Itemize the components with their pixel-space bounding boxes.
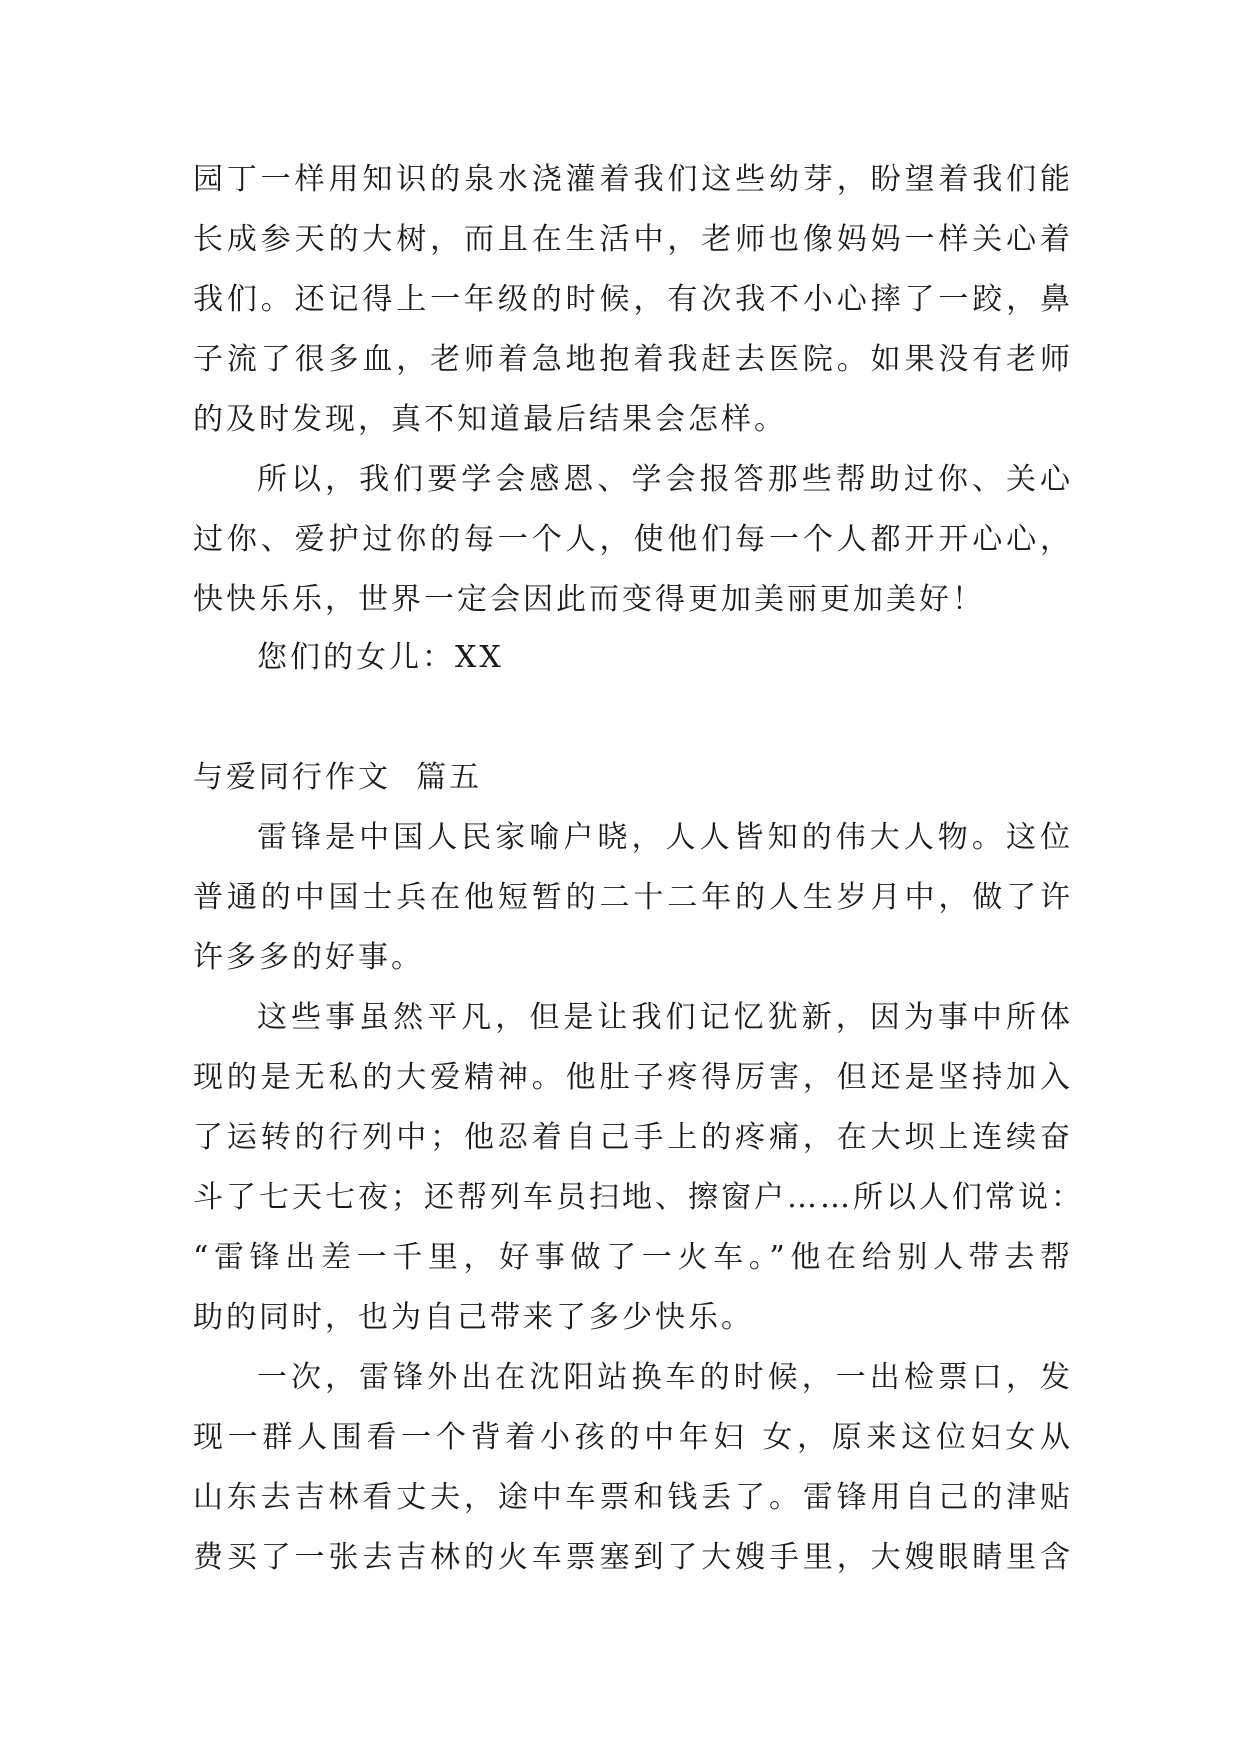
paragraph-line: 费买了一张去吉林的火车票塞到了大嫂手里，大嫂眼睛里含: [193, 1540, 1073, 1575]
paragraph-line: 子流了很多血，老师着急地抱着我赶去医院。如果没有老师: [193, 342, 1073, 377]
paragraph-line: 过你、爱护过你的每一个人，使他们每一个人都开开心心，: [193, 522, 1073, 557]
paragraph-line: 助的同时，也为自己带来了多少快乐。: [193, 1300, 754, 1335]
paragraph-line: 现的是无私的大爱精神。他肚子疼得厉害，但还是坚持加入: [193, 1060, 1073, 1095]
signature: 您们的女儿：XX: [257, 640, 504, 675]
section-title: 与爱同行作文 篇五: [193, 760, 483, 795]
paragraph-line: 了运转的行列中；他忍着自己手上的疼痛，在大坝上连续奋: [193, 1120, 1073, 1155]
paragraph-line: 的及时发现，真不知道最后结果会怎样。: [193, 402, 787, 437]
paragraph-line: 普通的中国士兵在他短暂的二十二年的人生岁月中，做了许: [193, 880, 1073, 915]
paragraph-line: 我们。还记得上一年级的时候，有次我不小心摔了一跤，鼻: [193, 282, 1073, 317]
paragraph-line: 长成参天的大树，而且在生活中，老师也像妈妈一样关心着: [193, 222, 1073, 257]
paragraph-line: 园丁一样用知识的泉水浇灌着我们这些幼芽，盼望着我们能: [193, 162, 1073, 197]
paragraph-line: 一次，雷锋外出在沈阳站换车的时候，一出检票口，发: [257, 1360, 1073, 1395]
paragraph-line: 山东去吉林看丈夫，途中车票和钱丢了。雷锋用自己的津贴: [193, 1480, 1073, 1515]
paragraph-line: 所以，我们要学会感恩、学会报答那些帮助过你、关心: [257, 462, 1073, 497]
paragraph-line: 这些事虽然平凡，但是让我们记忆犹新，因为事中所体: [257, 1000, 1073, 1035]
paragraph-line: 斗了七天七夜；还帮列车员扫地、擦窗户……所以人们常说：: [193, 1180, 1084, 1215]
paragraph-line: 现一群人围看一个背着小孩的中年妇 女，原来这位妇女从: [193, 1420, 1073, 1455]
paragraph-line: “雷锋出差一千里，好事做了一火车。”他在给别人带去帮: [193, 1240, 1073, 1275]
paragraph-line: 雷锋是中国人民家喻户晓，人人皆知的伟大人物。这位: [257, 820, 1073, 855]
paragraph-line: 快快乐乐，世界一定会因此而变得更加美丽更加美好！: [193, 582, 985, 617]
paragraph-line: 许多多的好事。: [193, 940, 424, 975]
